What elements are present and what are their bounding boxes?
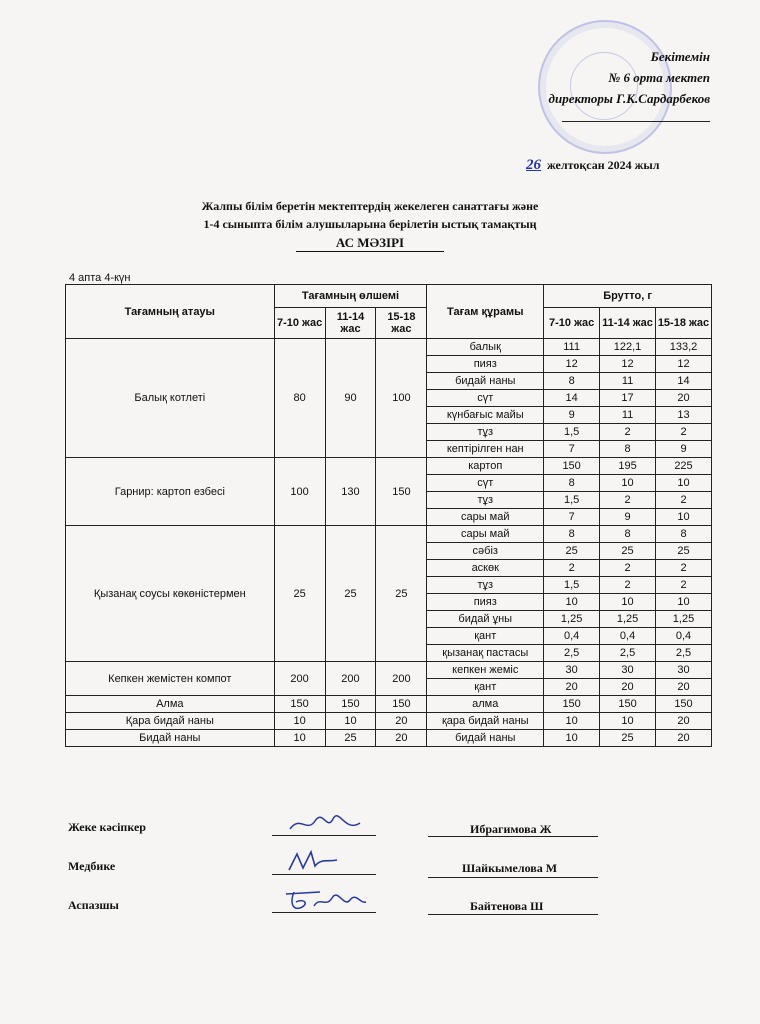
brutto-cell: 2,5 bbox=[656, 645, 712, 662]
brutto-cell: 12 bbox=[656, 356, 712, 373]
menu-table bbox=[65, 284, 712, 747]
brutto-cell: 30 bbox=[544, 662, 600, 679]
ingredient-cell: сүт bbox=[427, 475, 544, 492]
brutto-cell: 10 bbox=[544, 594, 600, 611]
dish-name-cell: Бидай наны bbox=[66, 730, 275, 747]
doc-title-line3 bbox=[0, 235, 760, 252]
ingredient-cell: пияз bbox=[427, 356, 544, 373]
brutto-cell: 2 bbox=[656, 577, 712, 594]
brutto-cell: 2 bbox=[600, 560, 656, 577]
brutto-cell: 8 bbox=[600, 526, 656, 543]
brutto-cell: 10 bbox=[544, 713, 600, 730]
handwritten-signature-entrepreneur bbox=[285, 813, 365, 835]
dish-name-cell: Кепкен жемістен компот bbox=[66, 662, 275, 696]
doc-title-line2: 1-4 сыныпта білім алушыларына берілетін ыстық тамақтың bbox=[203, 217, 537, 231]
signature-role-entrepreneur: Жеке кәсіпкер bbox=[68, 820, 146, 834]
brutto-cell: 122,1 bbox=[600, 339, 656, 356]
header-brutto: Брутто, г bbox=[544, 285, 712, 308]
portion-cell: 150 bbox=[274, 696, 325, 713]
approval-title: Бекітемін bbox=[650, 49, 710, 64]
table-row bbox=[66, 696, 712, 713]
ingredient-cell: сары май bbox=[427, 509, 544, 526]
brutto-cell: 17 bbox=[600, 390, 656, 407]
portion-cell: 25 bbox=[325, 730, 376, 747]
brutto-cell: 1,5 bbox=[544, 492, 600, 509]
header-brutto-age3: 15-18 жас bbox=[656, 308, 712, 339]
doc-title-line1: Жалпы білім беретін мектептердің жекелеген санаттағы және bbox=[201, 199, 539, 213]
brutto-cell: 10 bbox=[544, 730, 600, 747]
approval-date-rest: желтоқсан 2024 жыл bbox=[547, 158, 660, 172]
brutto-cell: 30 bbox=[600, 662, 656, 679]
brutto-cell: 7 bbox=[544, 441, 600, 458]
portion-cell: 100 bbox=[376, 339, 427, 458]
portion-cell: 10 bbox=[274, 713, 325, 730]
signature-name-cook: Байтенова Ш bbox=[470, 899, 544, 913]
dish-name-cell: Қызанақ соусы көкөністермен bbox=[66, 526, 275, 662]
brutto-cell: 20 bbox=[656, 390, 712, 407]
brutto-cell: 13 bbox=[656, 407, 712, 424]
brutto-cell: 2 bbox=[600, 492, 656, 509]
brutto-cell: 10 bbox=[656, 475, 712, 492]
brutto-cell: 9 bbox=[544, 407, 600, 424]
brutto-cell: 8 bbox=[600, 441, 656, 458]
dish-name-cell: Алма bbox=[66, 696, 275, 713]
brutto-cell: 2 bbox=[600, 424, 656, 441]
signature-name-nurse: Шайкымелова М bbox=[462, 861, 558, 875]
table-row bbox=[66, 730, 712, 747]
header-brutto-age1: 7-10 жас bbox=[544, 308, 600, 339]
brutto-cell: 111 bbox=[544, 339, 600, 356]
table-row bbox=[66, 713, 712, 730]
approval-signature-line bbox=[562, 109, 710, 122]
header-brutto-age2: 11-14 жас bbox=[600, 308, 656, 339]
brutto-cell: 2 bbox=[656, 560, 712, 577]
portion-cell: 25 bbox=[274, 526, 325, 662]
ingredient-cell: кепкен жеміс bbox=[427, 662, 544, 679]
brutto-cell: 2,5 bbox=[544, 645, 600, 662]
ingredient-cell: қара бидай наны bbox=[427, 713, 544, 730]
signature-role-nurse: Медбике bbox=[68, 859, 116, 873]
header-portion-age2: 11-14 жас bbox=[325, 308, 376, 339]
portion-cell: 200 bbox=[325, 662, 376, 696]
brutto-cell: 20 bbox=[544, 679, 600, 696]
ingredient-cell: қант bbox=[427, 628, 544, 645]
brutto-cell: 20 bbox=[656, 730, 712, 747]
header-dish: Тағамның атауы bbox=[66, 285, 275, 339]
dish-name-cell: Гарнир: картоп езбесі bbox=[66, 458, 275, 526]
brutto-cell: 20 bbox=[600, 679, 656, 696]
ingredient-cell: балық bbox=[427, 339, 544, 356]
brutto-cell: 150 bbox=[544, 696, 600, 713]
brutto-cell: 10 bbox=[600, 594, 656, 611]
brutto-cell: 150 bbox=[600, 696, 656, 713]
brutto-cell: 2 bbox=[656, 492, 712, 509]
brutto-cell: 0,4 bbox=[544, 628, 600, 645]
brutto-cell: 10 bbox=[600, 475, 656, 492]
brutto-cell: 1,25 bbox=[544, 611, 600, 628]
brutto-cell: 1,5 bbox=[544, 577, 600, 594]
brutto-cell: 8 bbox=[544, 475, 600, 492]
table-row bbox=[66, 339, 712, 356]
ingredient-cell: картоп bbox=[427, 458, 544, 475]
portion-cell: 150 bbox=[376, 696, 427, 713]
brutto-cell: 10 bbox=[656, 509, 712, 526]
portion-cell: 20 bbox=[376, 730, 427, 747]
brutto-cell: 8 bbox=[544, 373, 600, 390]
ingredient-cell: қызанақ пастасы bbox=[427, 645, 544, 662]
brutto-cell: 12 bbox=[544, 356, 600, 373]
brutto-cell: 225 bbox=[656, 458, 712, 475]
brutto-cell: 10 bbox=[656, 594, 712, 611]
portion-cell: 80 bbox=[274, 339, 325, 458]
ingredient-cell: сәбіз bbox=[427, 543, 544, 560]
brutto-cell: 25 bbox=[600, 543, 656, 560]
portion-cell: 150 bbox=[325, 696, 376, 713]
brutto-cell: 150 bbox=[544, 458, 600, 475]
header-portion-age3: 15-18 жас bbox=[376, 308, 427, 339]
ingredient-cell: бидай наны bbox=[427, 373, 544, 390]
brutto-cell: 1,25 bbox=[600, 611, 656, 628]
brutto-cell: 1,25 bbox=[656, 611, 712, 628]
brutto-cell: 9 bbox=[600, 509, 656, 526]
table-row bbox=[66, 662, 712, 679]
ingredient-cell: сары май bbox=[427, 526, 544, 543]
brutto-cell: 0,4 bbox=[656, 628, 712, 645]
brutto-cell: 14 bbox=[544, 390, 600, 407]
name-line-nurse bbox=[428, 876, 598, 878]
brutto-cell: 10 bbox=[600, 713, 656, 730]
dish-name-cell: Қара бидай наны bbox=[66, 713, 275, 730]
approval-school: № 6 орта мектеп bbox=[608, 70, 710, 85]
ingredient-cell: пияз bbox=[427, 594, 544, 611]
ingredient-cell: қант bbox=[427, 679, 544, 696]
brutto-cell: 2,5 bbox=[600, 645, 656, 662]
header-composition: Тағам құрамы bbox=[427, 285, 544, 339]
ingredient-cell: тұз bbox=[427, 492, 544, 509]
brutto-cell: 25 bbox=[544, 543, 600, 560]
ingredient-cell: аскөк bbox=[427, 560, 544, 577]
table-row bbox=[66, 526, 712, 543]
ingredient-cell: тұз bbox=[427, 424, 544, 441]
brutto-cell: 12 bbox=[600, 356, 656, 373]
portion-cell: 10 bbox=[274, 730, 325, 747]
menu-table-body bbox=[66, 339, 712, 747]
brutto-cell: 14 bbox=[656, 373, 712, 390]
brutto-cell: 1,5 bbox=[544, 424, 600, 441]
handwritten-signature-nurse bbox=[285, 848, 345, 874]
dish-name-cell: Балық котлеті bbox=[66, 339, 275, 458]
approval-block bbox=[470, 46, 710, 122]
approval-date bbox=[526, 157, 659, 174]
portion-cell: 25 bbox=[325, 526, 376, 662]
brutto-cell: 8 bbox=[656, 526, 712, 543]
portion-cell: 150 bbox=[376, 458, 427, 526]
portion-cell: 200 bbox=[376, 662, 427, 696]
portion-cell: 200 bbox=[274, 662, 325, 696]
portion-cell: 10 bbox=[325, 713, 376, 730]
week-day-label: 4 апта 4-күн bbox=[69, 272, 131, 284]
ingredient-cell: бидай ұны bbox=[427, 611, 544, 628]
ingredient-cell: күнбағыс майы bbox=[427, 407, 544, 424]
brutto-cell: 150 bbox=[656, 696, 712, 713]
brutto-cell: 30 bbox=[656, 662, 712, 679]
ingredient-cell: сүт bbox=[427, 390, 544, 407]
signature-role-cook: Аспазшы bbox=[68, 898, 119, 912]
menu-heading: АС МӘЗІРІ bbox=[296, 235, 444, 252]
portion-cell: 100 bbox=[274, 458, 325, 526]
brutto-cell: 2 bbox=[544, 560, 600, 577]
header-portion: Тағамның өлшемі bbox=[274, 285, 427, 308]
brutto-cell: 11 bbox=[600, 373, 656, 390]
ingredient-cell: тұз bbox=[427, 577, 544, 594]
portion-cell: 20 bbox=[376, 713, 427, 730]
brutto-cell: 7 bbox=[544, 509, 600, 526]
portion-cell: 130 bbox=[325, 458, 376, 526]
brutto-cell: 195 bbox=[600, 458, 656, 475]
portion-cell: 25 bbox=[376, 526, 427, 662]
portion-cell: 90 bbox=[325, 339, 376, 458]
brutto-cell: 133,2 bbox=[656, 339, 712, 356]
signature-name-entrepreneur: Ибрагимова Ж bbox=[470, 822, 552, 836]
brutto-cell: 8 bbox=[544, 526, 600, 543]
table-row bbox=[66, 458, 712, 475]
brutto-cell: 25 bbox=[656, 543, 712, 560]
brutto-cell: 11 bbox=[600, 407, 656, 424]
brutto-cell: 0,4 bbox=[600, 628, 656, 645]
ingredient-cell: кептірілген нан bbox=[427, 441, 544, 458]
brutto-cell: 20 bbox=[656, 679, 712, 696]
brutto-cell: 20 bbox=[656, 713, 712, 730]
approval-director: директоры Г.К.Сардарбеков bbox=[548, 91, 710, 106]
header-portion-age1: 7-10 жас bbox=[274, 308, 325, 339]
handwritten-signature-cook bbox=[280, 888, 370, 914]
ingredient-cell: бидай наны bbox=[427, 730, 544, 747]
brutto-cell: 25 bbox=[600, 730, 656, 747]
ingredient-cell: алма bbox=[427, 696, 544, 713]
brutto-cell: 9 bbox=[656, 441, 712, 458]
brutto-cell: 2 bbox=[656, 424, 712, 441]
brutto-cell: 2 bbox=[600, 577, 656, 594]
approval-date-day: 26 bbox=[526, 157, 541, 173]
